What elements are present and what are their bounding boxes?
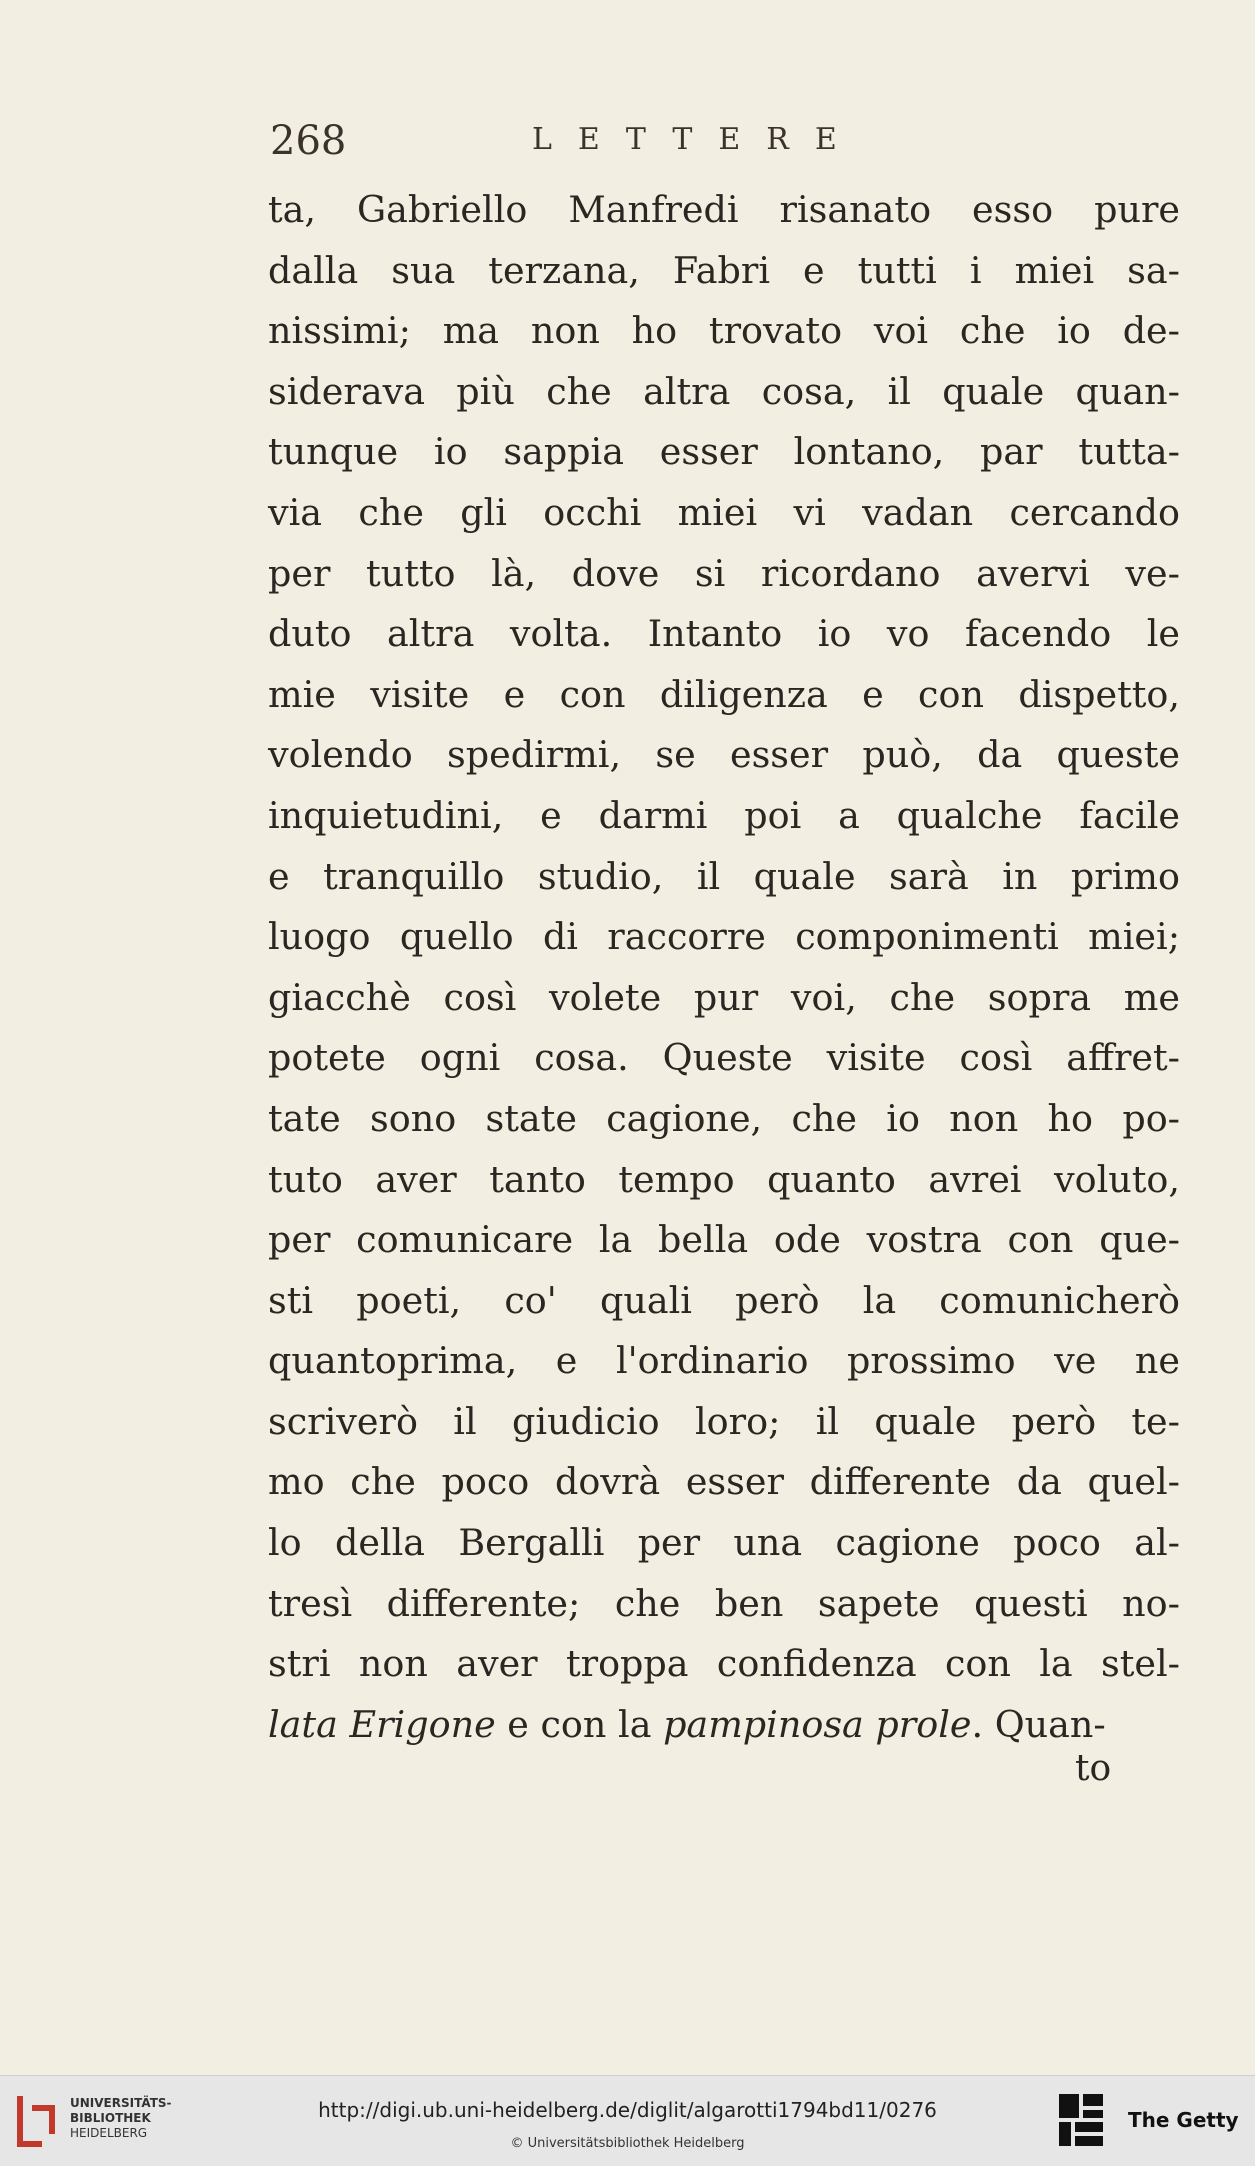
text-line: ta, Gabriello Manfredi risanato esso pure <box>268 188 1180 231</box>
text-line-last <box>268 1695 1180 1756</box>
text-line: volendo spedirmi, se esser può, da queste <box>268 733 1180 777</box>
text-line: mo che poco dovrà esser differente da quel- <box>268 1460 1180 1504</box>
text-fragment: . Quan- <box>971 1702 1106 1746</box>
text-line: tunque io sappia esser lontano, par tutta- <box>268 430 1180 474</box>
permalink-url[interactable]: http://digi.ub.uni-heidelberg.de/diglit/algarotti1794bd11/0276 <box>318 2098 937 2122</box>
letter-body-text <box>268 180 1180 1755</box>
viewer-footer <box>0 2075 1255 2166</box>
text-line: duto altra volta. Intanto io vo facendo le <box>268 612 1180 656</box>
text-line: inquietudini, e darmi poi a qualche facile <box>268 793 1180 837</box>
text-fragment: e con la <box>495 1702 664 1746</box>
text-line: via che gli occhi miei vi vadan cercando <box>268 490 1180 534</box>
text-line: sti poeti, co' quali però la comunicherò <box>268 1278 1180 1322</box>
text-line: mie visite e con diligenza e con dispetto, <box>268 672 1180 716</box>
text-line: per comunicare la bella ode vostra con que- <box>268 1218 1180 1262</box>
text-line: stri non aver troppa confidenza con la stel- <box>268 1642 1180 1686</box>
text-line: per tutto là, dove si ricordano avervi ve- <box>268 551 1180 595</box>
page-header <box>270 118 1200 178</box>
getty-logo-icon <box>1055 2090 1111 2150</box>
text-line: siderava più che altra cosa, il quale quan- <box>268 369 1180 413</box>
text-line: scriverò il giudicio loro; il quale però te- <box>268 1399 1180 1443</box>
text-line: dalla sua terzana, Fabri e tutti i miei sa- <box>268 248 1180 292</box>
italic-phrase: pampinosa prole <box>663 1702 972 1746</box>
library-name-line1: UNIVERSITÄTS- <box>70 2096 172 2110</box>
getty-label: The Getty <box>1128 2108 1239 2132</box>
text-line: tresì differente; che ben sapete questi no- <box>268 1581 1180 1625</box>
text-line: nissimi; ma non ho trovato voi che io de- <box>268 309 1180 353</box>
text-line: lo della Bergalli per una cagione poco al- <box>268 1521 1180 1565</box>
copyright-notice: © Universitätsbibliothek Heidelberg <box>510 2136 745 2151</box>
text-line: potete ogni cosa. Queste visite così affret- <box>268 1036 1180 1080</box>
text-line: tuto aver tanto tempo quanto avrei voluto, <box>268 1157 1180 1201</box>
italic-phrase: lata Erigone <box>268 1702 496 1746</box>
text-line: giacchè così volete pur voi, che sopra me <box>268 975 1180 1019</box>
catchword: to <box>1075 1748 1112 1789</box>
text-line: quantoprima, e l'ordinario prossimo ve ne <box>268 1339 1180 1383</box>
library-name-line3: HEIDELBERG <box>70 2126 148 2140</box>
text-line: e tranquillo studio, il quale sarà in primo <box>268 854 1180 898</box>
page-number: 268 <box>270 118 347 164</box>
text-line: luogo quello di raccorre componimenti miei; <box>268 915 1180 959</box>
text-line: tate sono state cagione, che io non ho po- <box>268 1096 1180 1140</box>
running-head: LETTERE <box>532 122 863 157</box>
library-name-line2: BIBLIOTHEK <box>70 2111 151 2125</box>
